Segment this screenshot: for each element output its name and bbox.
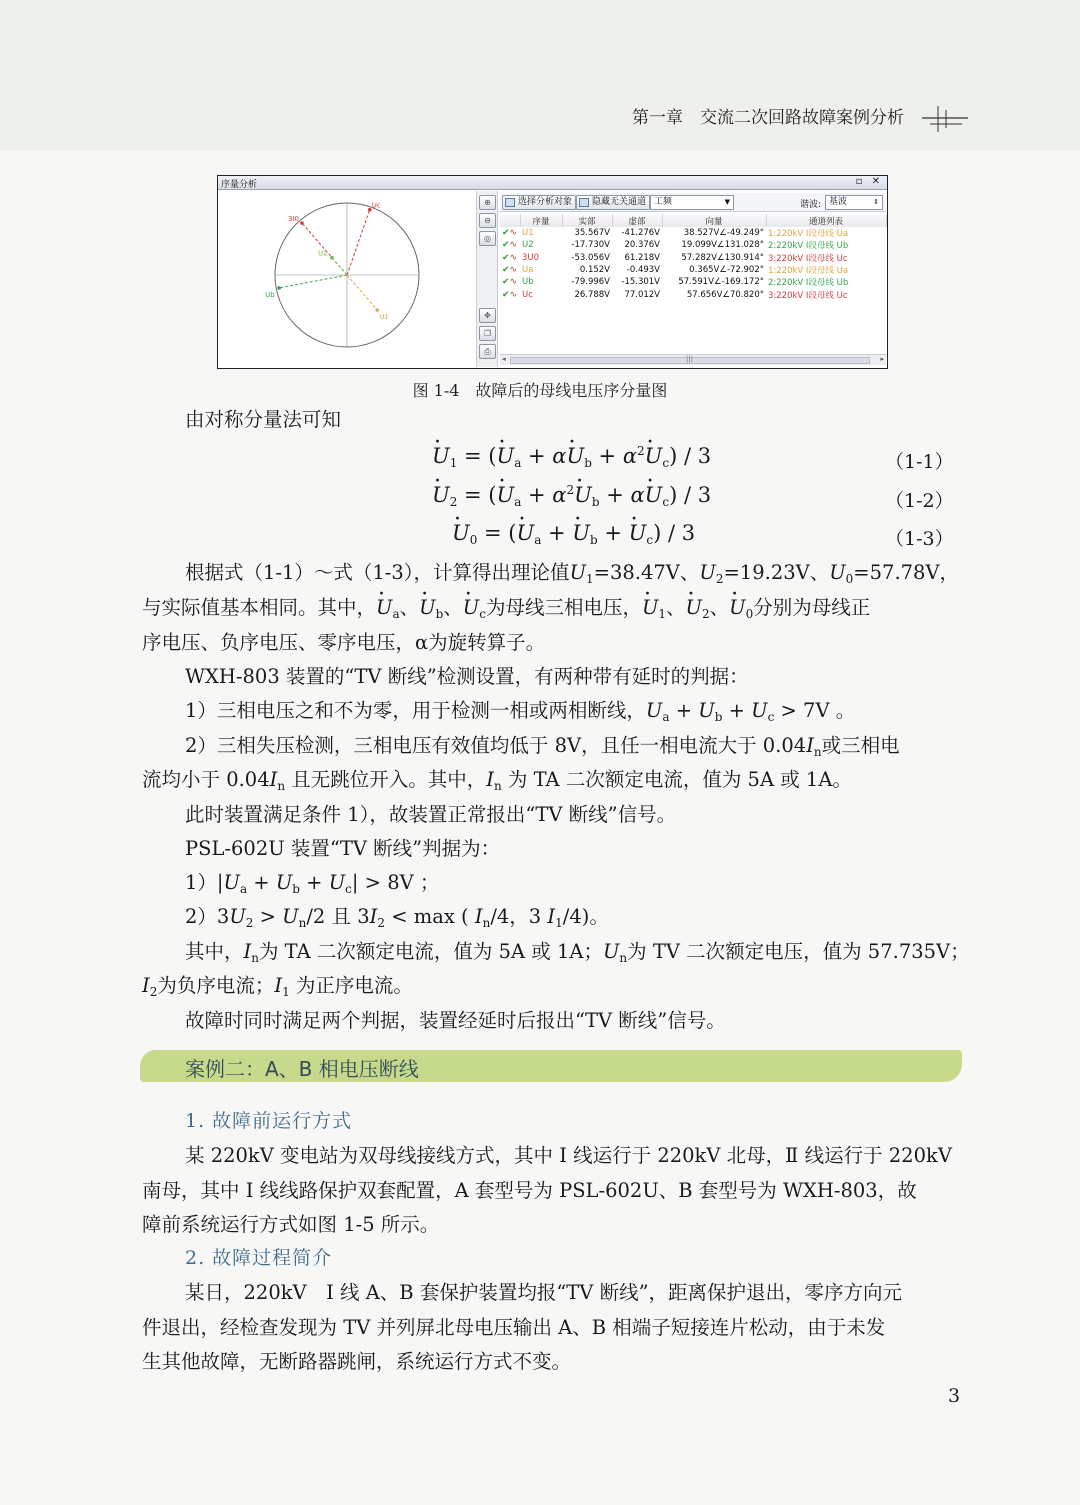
equation-3: · $U_0$ = (· $U_a$ + · $U_b$ + · $U_c) / 3$ (452, 521, 695, 547)
window-titlebar (218, 176, 887, 190)
wave-icon: ∿ (509, 240, 518, 251)
table-row[interactable] (500, 288, 886, 300)
check-icon: ✔ (502, 277, 510, 288)
equation-1: · $U_1$ = (· $U_a + \alpha\cdot U_b + \alpha^2\cdot U_c) / 3$ (432, 444, 711, 470)
case-heading: 案例二：A、B 相电压断线 (185, 1057, 419, 1081)
page-number: 3 (948, 1385, 961, 1407)
table-row[interactable] (500, 239, 886, 251)
cell-sequence: Uc (522, 289, 533, 300)
equation-2-number: （1-2） (885, 490, 954, 512)
sequence-table (500, 214, 887, 301)
print-icon[interactable]: ⎙ (479, 344, 496, 359)
row-status (500, 276, 520, 288)
text-line: 与实际值基本相同。其中，· $U_a$、· $U_b$、· $U_c$为母线三相电压，· $U_1$、· $U_2$、· $U_0$分别为母线正 (142, 592, 870, 621)
text-span: 与实际值基本相同。其中， (142, 596, 377, 619)
phasor-label: Uc (371, 201, 381, 210)
cell-real: -79.996V (571, 277, 610, 288)
cell-channel: 1:220kV Ⅰ段母线 Ua (768, 229, 849, 240)
text-span: 根据式（1-1）～式（1-3），计算得出理论值 (185, 561, 570, 584)
zoom-out-icon[interactable]: ⊖ (479, 213, 496, 228)
phasor-diagram (219, 191, 475, 367)
wave-icon: ∿ (509, 265, 518, 276)
running-header: 第一章 交流二次回路故障案例分析 (632, 108, 904, 128)
phasor-tip-3i0 (300, 221, 304, 225)
text-span: > 7V 。 (780, 699, 856, 722)
col-header-imag: 虚部 (612, 214, 662, 227)
window-title: 序量分析 (221, 180, 258, 190)
check-icon: ✔ (502, 240, 510, 251)
spin-icon: ⇕ (873, 198, 879, 206)
text-line: 流均小于 $0.04I_n$ 且无跳位开入。其中，$I_n$ 为 TA 二次额定电流，值为 5A 或 1A。 (142, 768, 852, 793)
harmonic-select[interactable] (825, 195, 883, 210)
cell-channel: 3:220kV Ⅰ段母线 Uc (768, 290, 848, 301)
table-row[interactable] (500, 264, 886, 276)
text-span: 1） (185, 871, 217, 894)
text-line: 2）三相失压检测，三相电压有效值均低于 8V，且任一相电流大于 $0.04I_n$或三相电 (185, 734, 900, 759)
analysis-toolbar (500, 193, 886, 212)
col-header-channel: 通道列表 (766, 214, 886, 227)
cell-real: -53.056V (571, 252, 610, 263)
subheading-2: 2. 故障过程简介 (185, 1247, 333, 1269)
equation-3-number: （1-3） (885, 528, 954, 550)
equation-2: · $U_2$ = (· $U_a + \alpha^2\cdot U_b + \alpha\cdot U_c) / 3$ (432, 483, 711, 509)
horizontal-scrollbar[interactable] (500, 354, 886, 365)
text-span: > 8V ； (364, 871, 440, 894)
text-span: =38.47V、 (593, 561, 700, 584)
hide-channel-button[interactable] (576, 195, 650, 210)
col-header-sequence: 序量 (520, 214, 562, 227)
window-controls[interactable]: ▫ ✕ (855, 176, 883, 187)
text-line: 序电压、负序电压、零序电压，α为旋转算子。 (142, 631, 546, 654)
scroll-right-icon[interactable]: ▸ (880, 355, 884, 363)
wave-icon: ∿ (509, 228, 518, 239)
harmonic-label: 谐波: (800, 200, 822, 210)
text-span: < max ( (391, 905, 469, 928)
row-status (500, 288, 520, 300)
sequence-analysis-window (217, 175, 888, 369)
text-span: 其中， (185, 940, 244, 963)
text-line: 其中，$I_n$为 TA 二次额定电流，值为 5A 或 1A；$U_n$为 TV 二次额定电压，值为 57.735V； (185, 940, 970, 965)
text-line: 某 220kV 变电站为双母线接线方式，其中 Ⅰ 线运行于 220kV 北母，Ⅱ 线运行于 220kV (185, 1144, 952, 1167)
frequency-value: 工频 (654, 197, 673, 207)
text-line: $2)3U_2 > U_n/2$ 且 $3I_2 < \max$ ( $I_n/4$，3 $I_1/4$)。 (185, 905, 609, 930)
text-span: =19.23V、 (723, 561, 830, 584)
select-target-button[interactable] (502, 195, 576, 210)
table-header-row (500, 214, 886, 227)
cell-imag: -41.276V (621, 228, 660, 239)
text-span: 为 TA 二次额定电流，值为 5A 或 1A。 (507, 768, 852, 791)
text-span: 或三相电 (821, 734, 900, 757)
hide-channel-label: 隐藏无关通道 (592, 197, 647, 207)
text-span: /4)。 (562, 905, 609, 928)
text-span: 为正序电流。 (295, 974, 413, 997)
cell-vector: 57.282V∠130.914° (681, 252, 764, 263)
cell-channel: 2:220kV Ⅰ段母线 Ub (768, 278, 849, 289)
cell-imag: 61.218V (624, 252, 660, 263)
equation-1-number: （1-1） (885, 451, 954, 473)
cell-imag: 77.012V (624, 289, 660, 300)
text-line: 件退出，经检查发现为 TV 并列屏北母电压输出 A、B 相端子短接连片松动，由于未发 (142, 1316, 886, 1339)
cell-sequence: U2 (522, 240, 534, 251)
pan-icon[interactable]: ✥ (479, 308, 496, 323)
table-row[interactable] (500, 252, 886, 264)
select-target-label: 选择分析对象 (518, 197, 573, 207)
hide-channel-icon (579, 198, 589, 207)
intro-text: 由对称分量法可知 (185, 408, 342, 431)
cell-real: -17.730V (571, 240, 610, 251)
text-span: =57.78V， (853, 561, 960, 584)
text-span: 且 (331, 905, 352, 928)
cell-sequence: U1 (522, 228, 534, 239)
select-target-icon (505, 198, 515, 207)
cell-sequence: Ub (522, 277, 534, 288)
frequency-select[interactable] (650, 195, 734, 210)
cell-vector: 38.527V∠-49.249° (683, 228, 764, 239)
row-status (500, 239, 520, 251)
text-span: 流均小于 0.04 (142, 768, 270, 791)
phasor-line-ub (279, 275, 347, 288)
cell-imag: -15.301V (621, 277, 660, 288)
text-line: 某日，220kV Ⅰ 线 A、B 套保护装置均报“TV 断线”，距离保护退出，零序方向元 (185, 1281, 903, 1304)
phasor-label: U2 (317, 249, 328, 258)
cell-imag: -0.493V (626, 265, 660, 276)
text-line: PSL-602U 装置“TV 断线”判据为： (185, 837, 501, 860)
text-line: 南母，其中 Ⅰ 线线路保护双套配置，A 套型号为 PSL-602U、B 套型号为 WXH-803，故 (142, 1179, 917, 1202)
text-span: 2） (185, 905, 217, 928)
cell-real: 26.788V (574, 289, 610, 300)
row-status (500, 227, 520, 239)
subheading-1: 1. 故障前运行方式 (185, 1110, 353, 1132)
phasor-line-u1 (347, 275, 377, 310)
fit-icon[interactable]: ◎ (479, 231, 496, 246)
cell-imag: 20.376V (624, 240, 660, 251)
text-span: /4，3 (490, 905, 542, 928)
scroll-grip: ||| (686, 355, 694, 363)
text-line: 此时装置满足条件 1），故装置正常报出“TV 断线”信号。 (185, 803, 677, 826)
check-icon: ✔ (502, 289, 510, 300)
phasor-tip-ub (277, 286, 281, 290)
phasor-line-uc (347, 210, 370, 275)
text-line: 生其他故障，无断路器跳闸，系统运行方式不变。 (142, 1350, 572, 1373)
copy-icon[interactable]: ❐ (479, 326, 496, 341)
check-icon: ✔ (502, 228, 510, 239)
wave-icon: ∿ (509, 252, 518, 263)
text-span: 为母线三相电压， (485, 596, 642, 619)
phasor-label: 3I0 (287, 215, 299, 224)
text-span: 2）三相失压检测，三相电压有效值均低于 8V，且任一相电流大于 0.04 (185, 734, 807, 757)
figure-caption: 图 1-4 故障后的母线电压序分量图 (412, 381, 668, 400)
text-line: 障前系统运行方式如图 1-5 所示。 (142, 1213, 440, 1236)
col-header-vector: 向量 (662, 214, 766, 227)
cell-vector: 19.099V∠131.028° (681, 240, 764, 251)
cell-channel: 3:220kV Ⅰ段母线 Uc (768, 253, 848, 264)
table-row[interactable] (500, 227, 886, 239)
phasor-line-u2 (332, 258, 347, 275)
scroll-left-icon[interactable]: ◂ (502, 355, 506, 363)
text-span: 为 TA 二次额定电流，值为 5A 或 1A； (258, 940, 603, 963)
phasor-tip-u1 (375, 308, 379, 312)
col-header-icon (500, 214, 520, 227)
cell-real: 35.567V (574, 228, 610, 239)
text-line: 根据式（1-1）～式（1-3），计算得出理论值$U_1=38.47V$、$U_2=19.23V$、$U_0=57.78V$， (185, 561, 960, 586)
row-status (500, 252, 520, 264)
table-row[interactable] (500, 276, 886, 288)
row-status (500, 264, 520, 276)
cell-real: 0.152V (579, 265, 610, 276)
check-icon: ✔ (502, 265, 510, 276)
text-line: 1）三相电压之和不为零，用于检测一相或两相断线，$U_a + U_b + U_c > 7V$ 。 (185, 699, 856, 724)
phasor-tip-u2 (330, 256, 334, 260)
text-span: 且无跳位开入。其中， (291, 768, 487, 791)
cell-vector: 0.365V∠-72.902° (689, 265, 764, 276)
wave-icon: ∿ (509, 289, 518, 300)
cell-vector: 57.591V∠-169.172° (678, 277, 764, 288)
text-line: 故障时同时满足两个判据，装置经延时后报出“TV 断线”信号。 (185, 1009, 726, 1032)
cell-channel: 2:220kV Ⅰ段母线 Ub (768, 241, 849, 252)
chevron-down-icon: ▼ (724, 198, 730, 206)
cell-sequence: Ua (522, 265, 534, 276)
cell-sequence: 3U0 (522, 252, 540, 263)
text-span: 分别为母线正 (753, 596, 871, 619)
text-line: WXH-803 装置的“TV 断线”检测设置，有两种带有延时的判据： (185, 665, 749, 688)
check-icon: ✔ (502, 252, 510, 263)
header-ornament (922, 104, 970, 134)
text-span: 为 TV 二次额定电压，值为 57.735V； (627, 940, 970, 963)
text-line: $1)|U_a + U_b + U_c| > 8V$ ； (185, 871, 440, 896)
col-header-real: 实部 (562, 214, 612, 227)
wave-icon: ∿ (509, 277, 518, 288)
text-span: 1）三相电压之和不为零，用于检测一相或两相断线， (185, 699, 646, 722)
phasor-label: U1 (379, 313, 389, 322)
cell-channel: 1:220kV Ⅰ段母线 Ua (768, 266, 849, 277)
phasor-label: Ub (265, 290, 275, 299)
zoom-in-icon[interactable]: ⊕ (479, 195, 496, 210)
text-span: 为负序电流； (157, 974, 275, 997)
side-toolbar (476, 191, 498, 367)
harmonic-value: 基波 (829, 197, 848, 207)
cell-vector: 57.656V∠70.820° (686, 289, 764, 300)
text-line: $I_2$为负序电流；$I_1$ 为正序电流。 (142, 974, 413, 999)
